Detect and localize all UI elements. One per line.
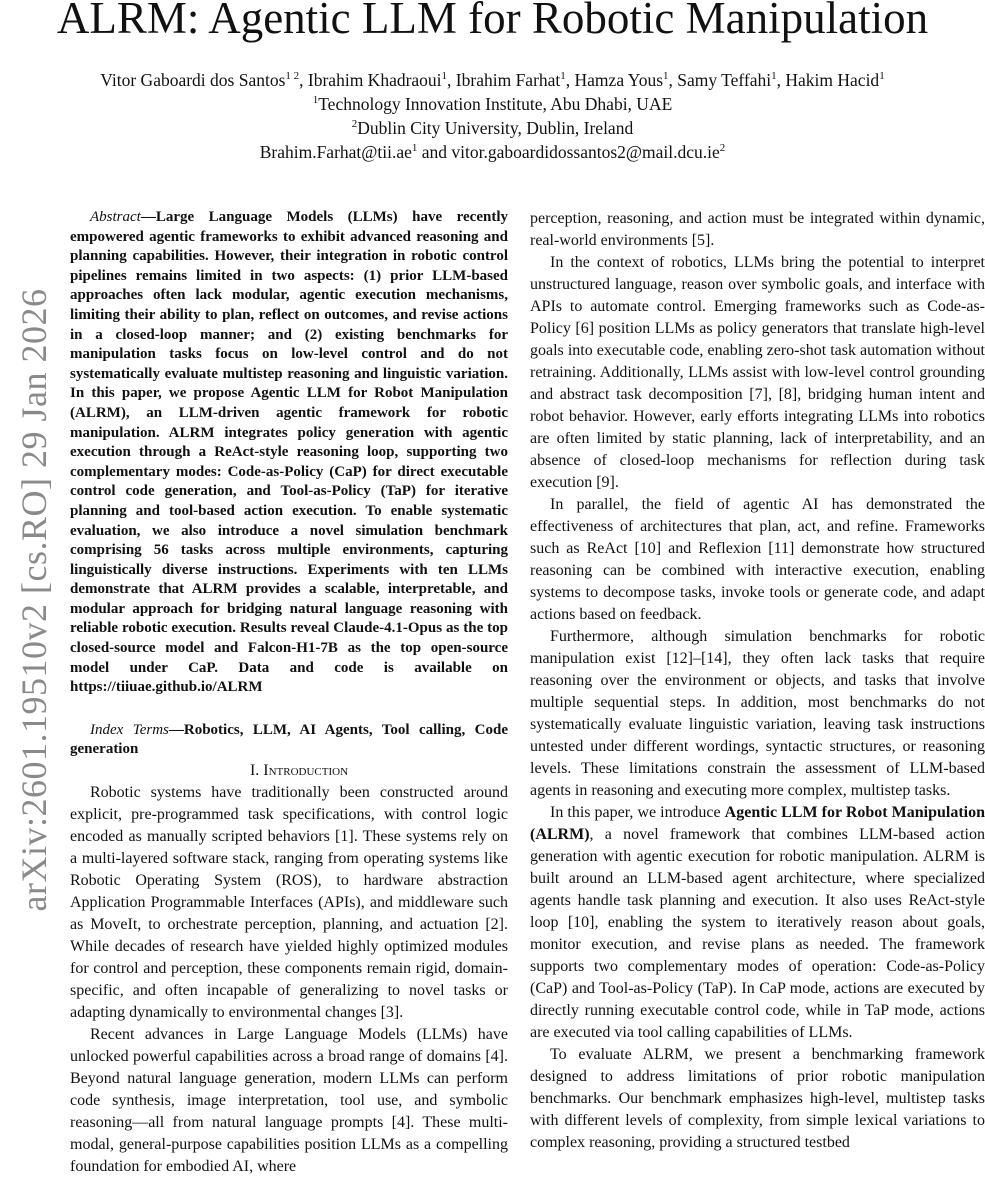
affiliation-mark: 1	[560, 70, 566, 83]
body-paragraph: To evaluate ALRM, we present a benchmarking framework designed to address limitations of prior robotic manipulation benchmarks. Our benchmark emphasizes high-level, multistep tasks with different levels of complexity, from simple lexical variations to complex reasoning, providing a structured testbed	[530, 1046, 985, 1151]
right-column	[530, 208, 985, 1154]
arxiv-watermark: arXiv:2601.19510v2 [cs.RO] 29 Jan 2026	[14, 288, 54, 912]
section-numeral: I.	[249, 762, 260, 780]
affiliation-mark: 1	[663, 70, 669, 83]
affiliation-line	[0, 116, 985, 140]
body-paragraph: In the context of robotics, LLMs bring the potential to interpret unstructured language, reason over symbolic goals, and interface with APIs to automate control. Emerging frameworks such as Code-as-Policy [6] position LLMs as policy generators that translate high-level goals into executable code, enabling zero-shot task automation without retraining. Additionally, LLMs assist with low-level control grounding and abstract task decomposition [7], [8], bridging human intent and robot behavior. However, early efforts integrating LLMs into robotics are often limited by static planning, lack of interpretability, and an absence of closed-loop mechanisms for reflection during task execution [9].	[530, 254, 985, 491]
body-paragraph: perception, reasoning, and action must be integrated within dynamic, real-world environments [5].	[530, 210, 985, 249]
author-name: Ibrahim Farhat	[455, 70, 561, 90]
affiliation-mark: 2	[719, 142, 726, 155]
section-title: Introduction	[263, 762, 349, 780]
affiliation-mark: 2	[351, 118, 358, 131]
paper-title: ALRM: Agentic LLM for Robotic Manipulation	[56, 0, 929, 43]
section-heading	[70, 760, 508, 782]
abstract-label: Abstract	[90, 209, 141, 225]
left-column	[70, 208, 508, 1178]
affiliation-line	[0, 92, 985, 116]
author-block	[0, 68, 985, 164]
affiliation-mark: 1	[411, 142, 418, 155]
body-paragraph: In parallel, the field of agentic AI has demonstrated the effectiveness of architectures that plan, act, and refine. Frameworks such as ReAct [10] and Reflexion [11] demonstrate how structured reasoning can be combined with interactive execution, enabling systems to decompose tasks, invoke tools or generate code, and adapt actions based on feedback.	[530, 496, 985, 623]
text-run: In this paper, we introduce	[550, 804, 725, 821]
email-joiner: and	[421, 142, 448, 162]
framework-name: Agentic LLM for Robot Manipulation (ALRM)	[530, 804, 985, 843]
affiliation-mark: 1	[879, 70, 885, 83]
author-name: Vitor Gaboardi dos Santos	[100, 70, 286, 90]
index-terms-label: Index Terms	[90, 721, 169, 738]
email-line	[0, 140, 985, 164]
author-list: Vitor Gaboardi dos Santos$^{1 2}$, Ibrahim Khadraoui$^1$, Ibrahim Farhat$^1$, Hamza Yous$^1$, Samy Teffahi$^1$, Hakim Hacid$^1$	[100, 70, 885, 90]
email-address[interactable]: vitor.gaboardidossantos2@mail.dcu.ie	[451, 142, 720, 162]
email-address[interactable]: Brahim.Farhat@tii.ae	[259, 142, 412, 162]
affiliation-text: Dublin City University, Dublin, Ireland	[357, 118, 634, 138]
affiliation-text: Technology Innovation Institute, Abu Dhabi, UAE	[318, 94, 673, 114]
affiliation-mark: 1 2	[285, 70, 300, 83]
abstract-text: —Large Language Models (LLMs) have recently empowered agentic frameworks to exhibit advanced reasoning and planning capabilities. However, their integration in robotic control pipelines remains limited in two aspects: (1) prior LLM-based approaches often lack modular, agentic execution mechanisms, limiting their ability to plan, reflect on outcomes, and revise actions in a closed-loop manner; and (2) existing benchmarks for manipulation tasks focus on low-level control and do not systematically evaluate multistep reasoning and linguistic variation. In this paper, we propose Agentic LLM for Robot Manipulation (ALRM), an LLM-driven agentic framework for robotic manipulation. ALRM integrates policy generation with agentic execution through a ReAct-style reasoning loop, supporting two complementary modes: Code-as-Policy (CaP) for direct executable control code generation, and Tool-as-Policy (TaP) for iterative planning and tool-based action execution. To enable systematic evaluation, we also introduce a novel simulation benchmark comprising 56 tasks across multiple environments, capturing linguistically diverse instructions. Experiments with ten LLMs demonstrate that ALRM provides a scalable, interpretable, and modular approach for bridging natural language reasoning with reliable robotic execution. Results reveal Claude-4.1-Opus as the top closed-source model and Falcon-H1-7B as the top open-source model under CaP. Data and code is available on https://tiiuae.github.io/ALRM	[70, 209, 508, 696]
affiliation-mark: 1	[771, 70, 777, 83]
abstract	[70, 208, 508, 698]
affiliation-mark: 1	[312, 94, 319, 107]
index-terms	[70, 721, 508, 760]
author-name: Samy Teffahi	[677, 70, 772, 90]
body-paragraph: Robotic systems have traditionally been constructed around explicit, pre-programmed task specifications, with control logic encoded as manually scripted behaviors [1]. These systems rely on a multi-layered software stack, ranging from operating systems like Robotic Operating System (ROS), to hardware abstraction Application Programmable Interfaces (APIs), and middleware such as MoveIt, to orchestrate perception, planning, and actuation [2]. While decades of research have yielded highly optimized modules for control and perception, these components remain rigid, domain-specific, and often incapable of generalizing to novel tasks or adapting dynamically to environmental changes [3].	[70, 784, 508, 1022]
author-name: Ibrahim Khadraoui	[307, 70, 442, 90]
text-run: , a novel framework that combines LLM-based action generation with agentic execution for robotic manipulation. ALRM is built around an LLM-based agent architecture, where specialized agents handle task planning and execution. It also uses ReAct-style loop [10], enabling the system to iteratively reason about goals, monitor execution, and revise plans as needed. The framework supports two complementary modes of operation: Code-as-Policy (CaP) and Tool-as-Policy (TaP). In CaP mode, actions are executed by directly running executable control code, while in TaP mode, actions are executed via tool calling capabilities of LLMs.	[530, 826, 985, 1041]
index-terms-text: —Robotics, LLM, AI Agents, Tool calling, Code generation	[70, 721, 508, 758]
body-paragraph: Recent advances in Large Language Models (LLMs) have unlocked powerful capabilities across a broad range of domains [4]. Beyond natural language generation, modern LLMs can perform code synthesis, image interpretation, tool use, and symbolic reasoning—all from natural language prompts [4]. These multi-modal, general-purpose capabilities position LLMs as a compelling foundation for embodied AI, where	[70, 1026, 508, 1176]
author-name: Hakim Hacid	[785, 70, 880, 90]
body-paragraph: Furthermore, although simulation benchmarks for robotic manipulation exist [12]–[14], they often lack tasks that require reasoning over the environment or objects, and tasks that involve multiple sequential steps. In addition, most benchmarks do not systematically evaluate linguistic variation, leaving task instructions untested under different wordings, syntactic structures, or reasoning levels. These limitations constrain the assessment of LLM-based agents in reasoning and executing more complex, multistep tasks.	[530, 628, 985, 799]
body-paragraph	[530, 802, 985, 1044]
affiliation-mark: 1	[441, 70, 448, 83]
author-name: Hamza Yous	[574, 70, 664, 90]
